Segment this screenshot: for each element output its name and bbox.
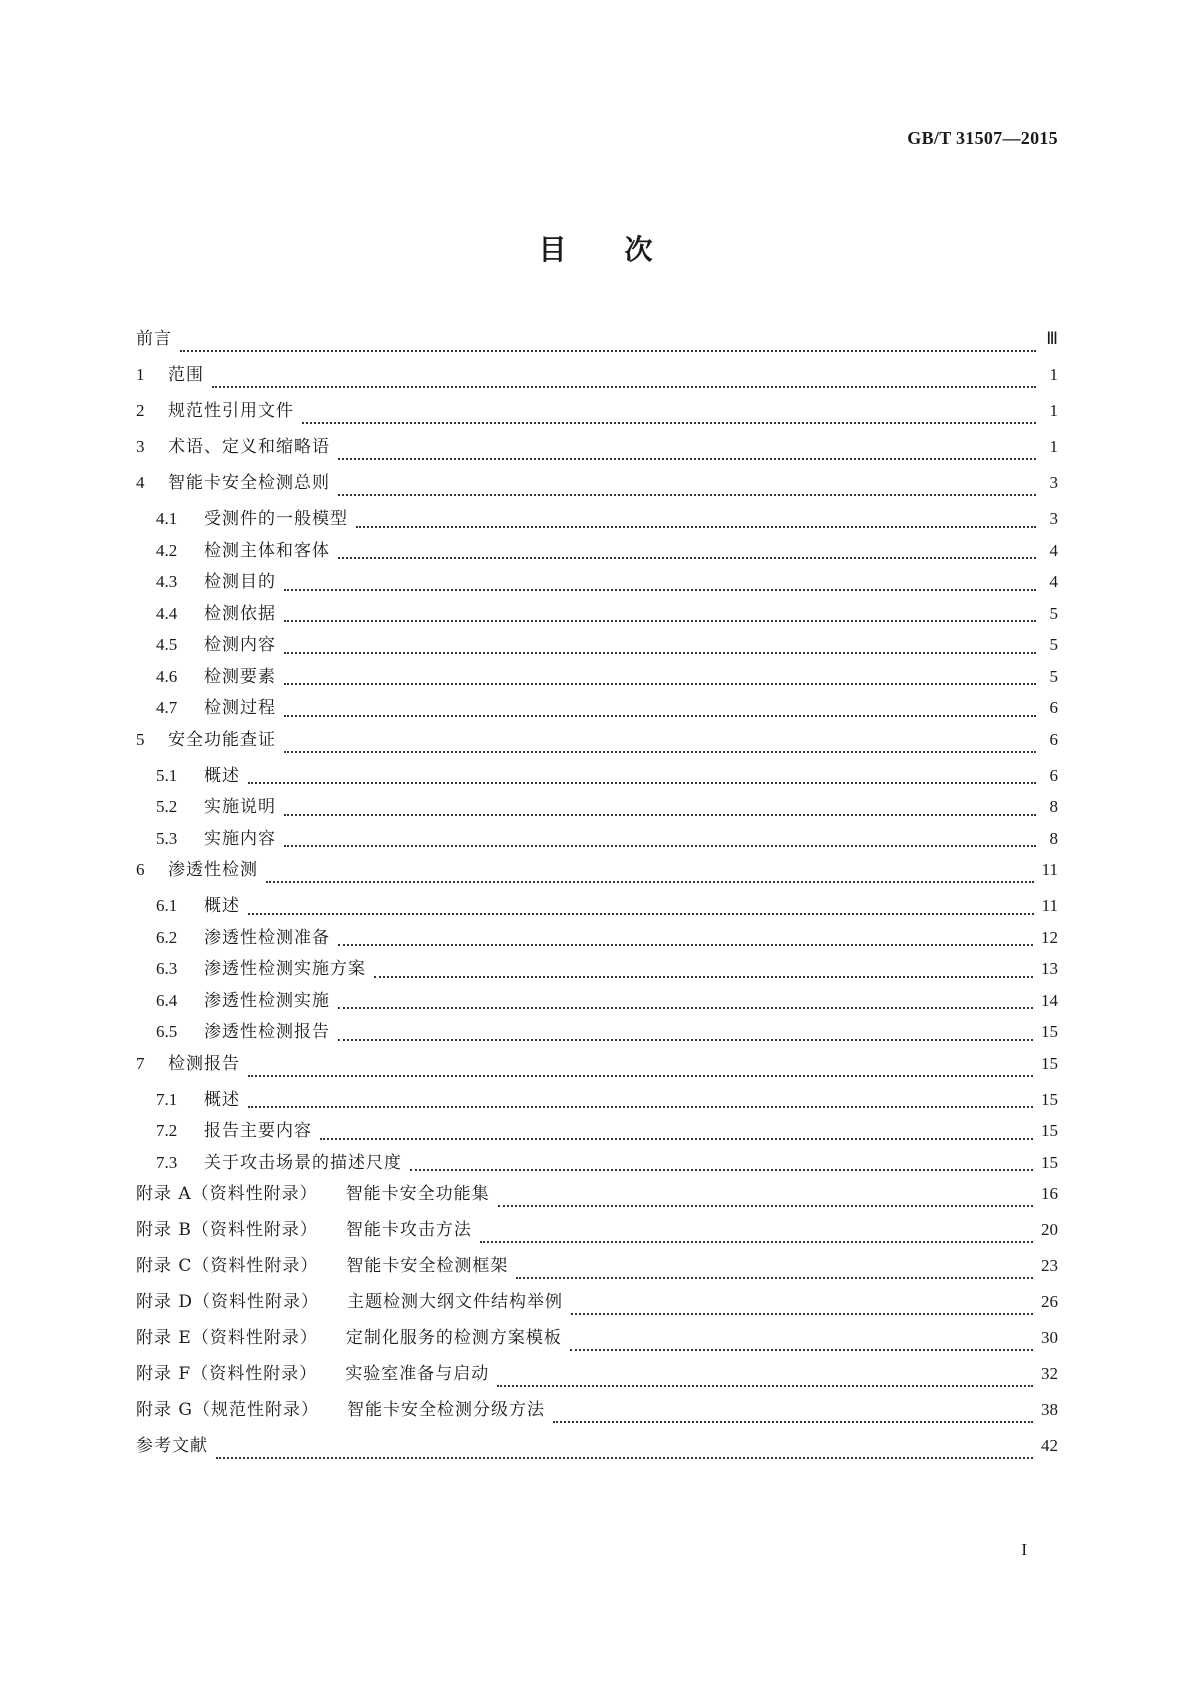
dot-leader: [410, 1169, 1033, 1171]
toc-entry-label: 智能卡安全检测总则: [168, 473, 330, 493]
toc-entry-label: 检测依据: [204, 603, 276, 624]
dot-leader: [498, 1205, 1033, 1207]
dot-leader: [338, 1039, 1033, 1041]
dot-leader: [338, 458, 1036, 460]
toc-entry-label: 实施说明: [204, 797, 276, 817]
toc-entry-label: 规范性引用文件: [168, 401, 294, 421]
appendix-page: 20: [1041, 1220, 1058, 1239]
toc-entry-number: 4.1: [156, 509, 178, 528]
toc-appendix-entry[interactable]: [136, 1291, 1058, 1327]
toc-entry[interactable]: [136, 436, 1058, 472]
toc-entry[interactable]: [136, 571, 1058, 603]
toc-entry-page: 6: [1049, 698, 1058, 717]
toc-entry-label: 概述: [204, 1089, 240, 1110]
toc-appendix-entry[interactable]: [136, 1363, 1058, 1399]
toc-entry-number: 7.3: [156, 1152, 178, 1172]
appendix-page: 38: [1041, 1400, 1058, 1419]
toc-entry-number: 7.2: [156, 1121, 178, 1140]
dot-leader: [320, 1138, 1033, 1140]
dot-leader: [338, 944, 1033, 946]
dot-leader: [284, 620, 1036, 622]
dot-leader: [516, 1277, 1033, 1279]
references-label: 参考文献: [136, 1436, 208, 1456]
dot-leader: [284, 715, 1036, 717]
dot-leader: [284, 751, 1036, 753]
dot-leader: [497, 1385, 1033, 1387]
toc-entry-label: 受测件的一般模型: [204, 509, 348, 529]
toc-entry-label: 检测目的: [204, 572, 276, 592]
dot-leader: [216, 1457, 1033, 1459]
appendix-title: 定制化服务的检测方案模板: [345, 1328, 562, 1348]
toc-entry-page: 11: [1041, 860, 1058, 879]
references-page: 42: [1041, 1436, 1058, 1455]
toc-entry-label: 概述: [204, 896, 240, 916]
toc-entry-label: 检测要素: [204, 666, 276, 687]
toc-entry[interactable]: [136, 729, 1058, 765]
toc-entry-number: 4: [136, 473, 145, 492]
toc-entry[interactable]: [136, 990, 1058, 1022]
dot-leader: [338, 1007, 1033, 1009]
dot-leader: [553, 1421, 1033, 1423]
toc-entry-page: 14: [1041, 990, 1058, 1010]
toc-entry[interactable]: [136, 697, 1058, 729]
toc-entry-number: 6.2: [156, 927, 178, 947]
dot-leader: [356, 526, 1036, 528]
toc-entry-page: 1: [1049, 401, 1058, 420]
appendix-title: 智能卡安全检测框架: [346, 1256, 509, 1276]
toc-entry-label: 实施内容: [204, 828, 276, 849]
appendix-title: 智能卡安全功能集: [345, 1184, 490, 1204]
toc-entry-page: 1: [1049, 437, 1058, 456]
dot-leader: [374, 976, 1033, 978]
dot-leader: [284, 814, 1036, 816]
appendix-heading: 附录 D（资料性附录）: [136, 1292, 320, 1312]
toc-entry[interactable]: [136, 765, 1058, 797]
dot-leader: [284, 845, 1036, 847]
toc-entry-label: 概述: [204, 765, 240, 786]
toc-entry-label: 渗透性检测: [168, 860, 258, 880]
appendix-heading: 附录 E（资料性附录）: [136, 1328, 318, 1348]
toc-entry[interactable]: [136, 666, 1058, 698]
toc-entry-page: 15: [1041, 1121, 1058, 1140]
toc-entry-label: 渗透性检测实施方案: [204, 959, 366, 979]
toc-entry-label: 前言: [136, 329, 172, 349]
toc-appendix-entry[interactable]: [136, 1183, 1058, 1219]
dot-leader: [302, 422, 1036, 424]
dot-leader: [180, 350, 1036, 352]
toc-entry-label: 渗透性检测报告: [204, 1022, 330, 1042]
toc-entry[interactable]: [136, 472, 1058, 508]
toc-entry-number: 1: [136, 365, 145, 384]
toc-entry-number: 5.3: [156, 828, 178, 848]
appendix-page: 16: [1041, 1184, 1058, 1203]
toc-entry-label: 检测过程: [204, 698, 276, 718]
appendix-page: 23: [1041, 1256, 1058, 1275]
dot-leader: [570, 1349, 1033, 1351]
toc-entry-number: 6.4: [156, 990, 178, 1010]
toc-entry-number: 4.5: [156, 635, 178, 654]
dot-leader: [248, 1106, 1033, 1108]
toc-entry-page: 13: [1041, 959, 1058, 978]
toc-entry[interactable]: [136, 958, 1058, 990]
dot-leader: [266, 881, 1034, 883]
toc-entry-page: 12: [1041, 927, 1058, 947]
toc-entry-label: 关于攻击场景的描述尺度: [204, 1152, 402, 1173]
toc-entry-page: 6: [1049, 765, 1058, 785]
footer-page-number: I: [1021, 1540, 1027, 1559]
toc-entry-label: 渗透性检测实施: [204, 990, 330, 1011]
toc-entry[interactable]: [136, 927, 1058, 959]
toc-entry-number: 2: [136, 401, 145, 420]
toc-appendix-entry[interactable]: [136, 1219, 1058, 1255]
toc-appendix-entry[interactable]: [136, 1327, 1058, 1363]
appendix-page: 30: [1041, 1328, 1058, 1347]
toc-entry[interactable]: [136, 828, 1058, 860]
dot-leader: [248, 782, 1036, 784]
toc-entry[interactable]: [136, 364, 1058, 400]
appendix-heading: 附录 A（资料性附录）: [136, 1184, 318, 1204]
toc-entry[interactable]: [136, 400, 1058, 436]
toc-entry-page: 8: [1049, 828, 1058, 848]
toc-entry-page: 5: [1049, 603, 1058, 623]
toc-entry-label: 报告主要内容: [204, 1121, 312, 1141]
toc-entry-number: 4.2: [156, 540, 178, 560]
toc-entry-page: 8: [1049, 797, 1058, 816]
appendix-heading: 附录 B（资料性附录）: [136, 1220, 318, 1240]
toc-entry[interactable]: [136, 796, 1058, 828]
appendix-page: 32: [1041, 1364, 1058, 1383]
page-title: 目次: [538, 233, 711, 266]
toc-entry-label: 检测内容: [204, 635, 276, 655]
toc-entry-label: 术语、定义和缩略语: [168, 437, 330, 457]
toc-appendix-entry[interactable]: [136, 1255, 1058, 1291]
dot-leader: [338, 494, 1036, 496]
toc-entry-page: Ⅲ: [1046, 329, 1058, 348]
toc-entry[interactable]: [136, 540, 1058, 572]
toc-entry-page: 15: [1041, 1089, 1058, 1109]
toc-entry[interactable]: [136, 1053, 1058, 1089]
toc-entry[interactable]: [136, 1089, 1058, 1121]
toc-entry-number: 4.7: [156, 698, 178, 717]
toc-entry-number: 6.5: [156, 1022, 178, 1041]
toc-references-entry[interactable]: [136, 1435, 1058, 1471]
toc-appendix-entry[interactable]: [136, 1399, 1058, 1435]
toc-entry-number: 4.4: [156, 603, 178, 623]
toc-entry-number: 6.3: [156, 959, 178, 978]
toc-entry-number: 6: [136, 860, 145, 879]
toc-entry[interactable]: [136, 328, 1058, 364]
toc-entry-number: 5.1: [156, 765, 178, 785]
appendix-heading: 附录 C（资料性附录）: [136, 1256, 319, 1276]
appendix-title: 智能卡攻击方法: [345, 1220, 472, 1240]
appendix-title: 智能卡安全检测分级方法: [346, 1400, 545, 1420]
toc-entry-page: 5: [1049, 635, 1058, 654]
toc-entry[interactable]: [136, 1152, 1058, 1184]
dot-leader: [248, 1075, 1033, 1077]
toc-entry-page: 1: [1049, 365, 1058, 384]
toc-entry-page: 11: [1041, 896, 1058, 915]
toc-entry[interactable]: [136, 634, 1058, 666]
toc-entry[interactable]: [136, 603, 1058, 635]
dot-leader: [284, 683, 1036, 685]
toc-entry-label: 检测主体和客体: [204, 540, 330, 561]
toc-entry-number: 5: [136, 729, 145, 749]
toc-entry-page: 15: [1041, 1053, 1058, 1073]
dot-leader: [338, 557, 1036, 559]
dot-leader: [248, 913, 1034, 915]
toc-entry-number: 4.6: [156, 666, 178, 686]
table-of-contents: [136, 328, 1058, 1471]
toc-entry[interactable]: [136, 895, 1058, 927]
toc-entry-label: 范围: [168, 365, 204, 385]
toc-entry-page: 3: [1049, 509, 1058, 528]
toc-entry-page: 5: [1049, 666, 1058, 686]
standard-number: GB/T 31507—2015: [907, 128, 1058, 148]
toc-entry[interactable]: [136, 508, 1058, 540]
appendix-title: 实验室准备与启动: [345, 1364, 490, 1384]
toc-entry-number: 4.3: [156, 572, 178, 591]
appendix-title: 主题检测大纲文件结构举例: [347, 1292, 564, 1312]
appendix-page: 26: [1041, 1292, 1058, 1311]
toc-entry-page: 3: [1049, 473, 1058, 492]
dot-leader: [284, 589, 1036, 591]
toc-entry-page: 15: [1041, 1022, 1058, 1041]
toc-entry-page: 6: [1049, 729, 1058, 749]
toc-entry-label: 渗透性检测准备: [204, 927, 330, 948]
dot-leader: [571, 1313, 1033, 1315]
toc-entry-number: 5.2: [156, 797, 178, 816]
toc-entry-number: 3: [136, 437, 145, 456]
appendix-heading: 附录 F（资料性附录）: [136, 1364, 318, 1384]
toc-entry[interactable]: [136, 859, 1058, 895]
appendix-heading: 附录 G（规范性附录）: [136, 1400, 319, 1420]
toc-entry[interactable]: [136, 1120, 1058, 1152]
dot-leader: [212, 386, 1036, 388]
toc-entry-label: 安全功能查证: [168, 729, 276, 750]
toc-entry-label: 检测报告: [168, 1053, 240, 1074]
toc-entry-page: 4: [1049, 540, 1058, 560]
toc-entry-page: 4: [1049, 572, 1058, 591]
toc-entry[interactable]: [136, 1021, 1058, 1053]
dot-leader: [284, 652, 1036, 654]
toc-entry-number: 7.1: [156, 1089, 178, 1109]
dot-leader: [480, 1241, 1033, 1243]
toc-entry-number: 7: [136, 1053, 145, 1073]
toc-entry-number: 6.1: [156, 896, 178, 915]
toc-entry-page: 15: [1041, 1152, 1058, 1172]
